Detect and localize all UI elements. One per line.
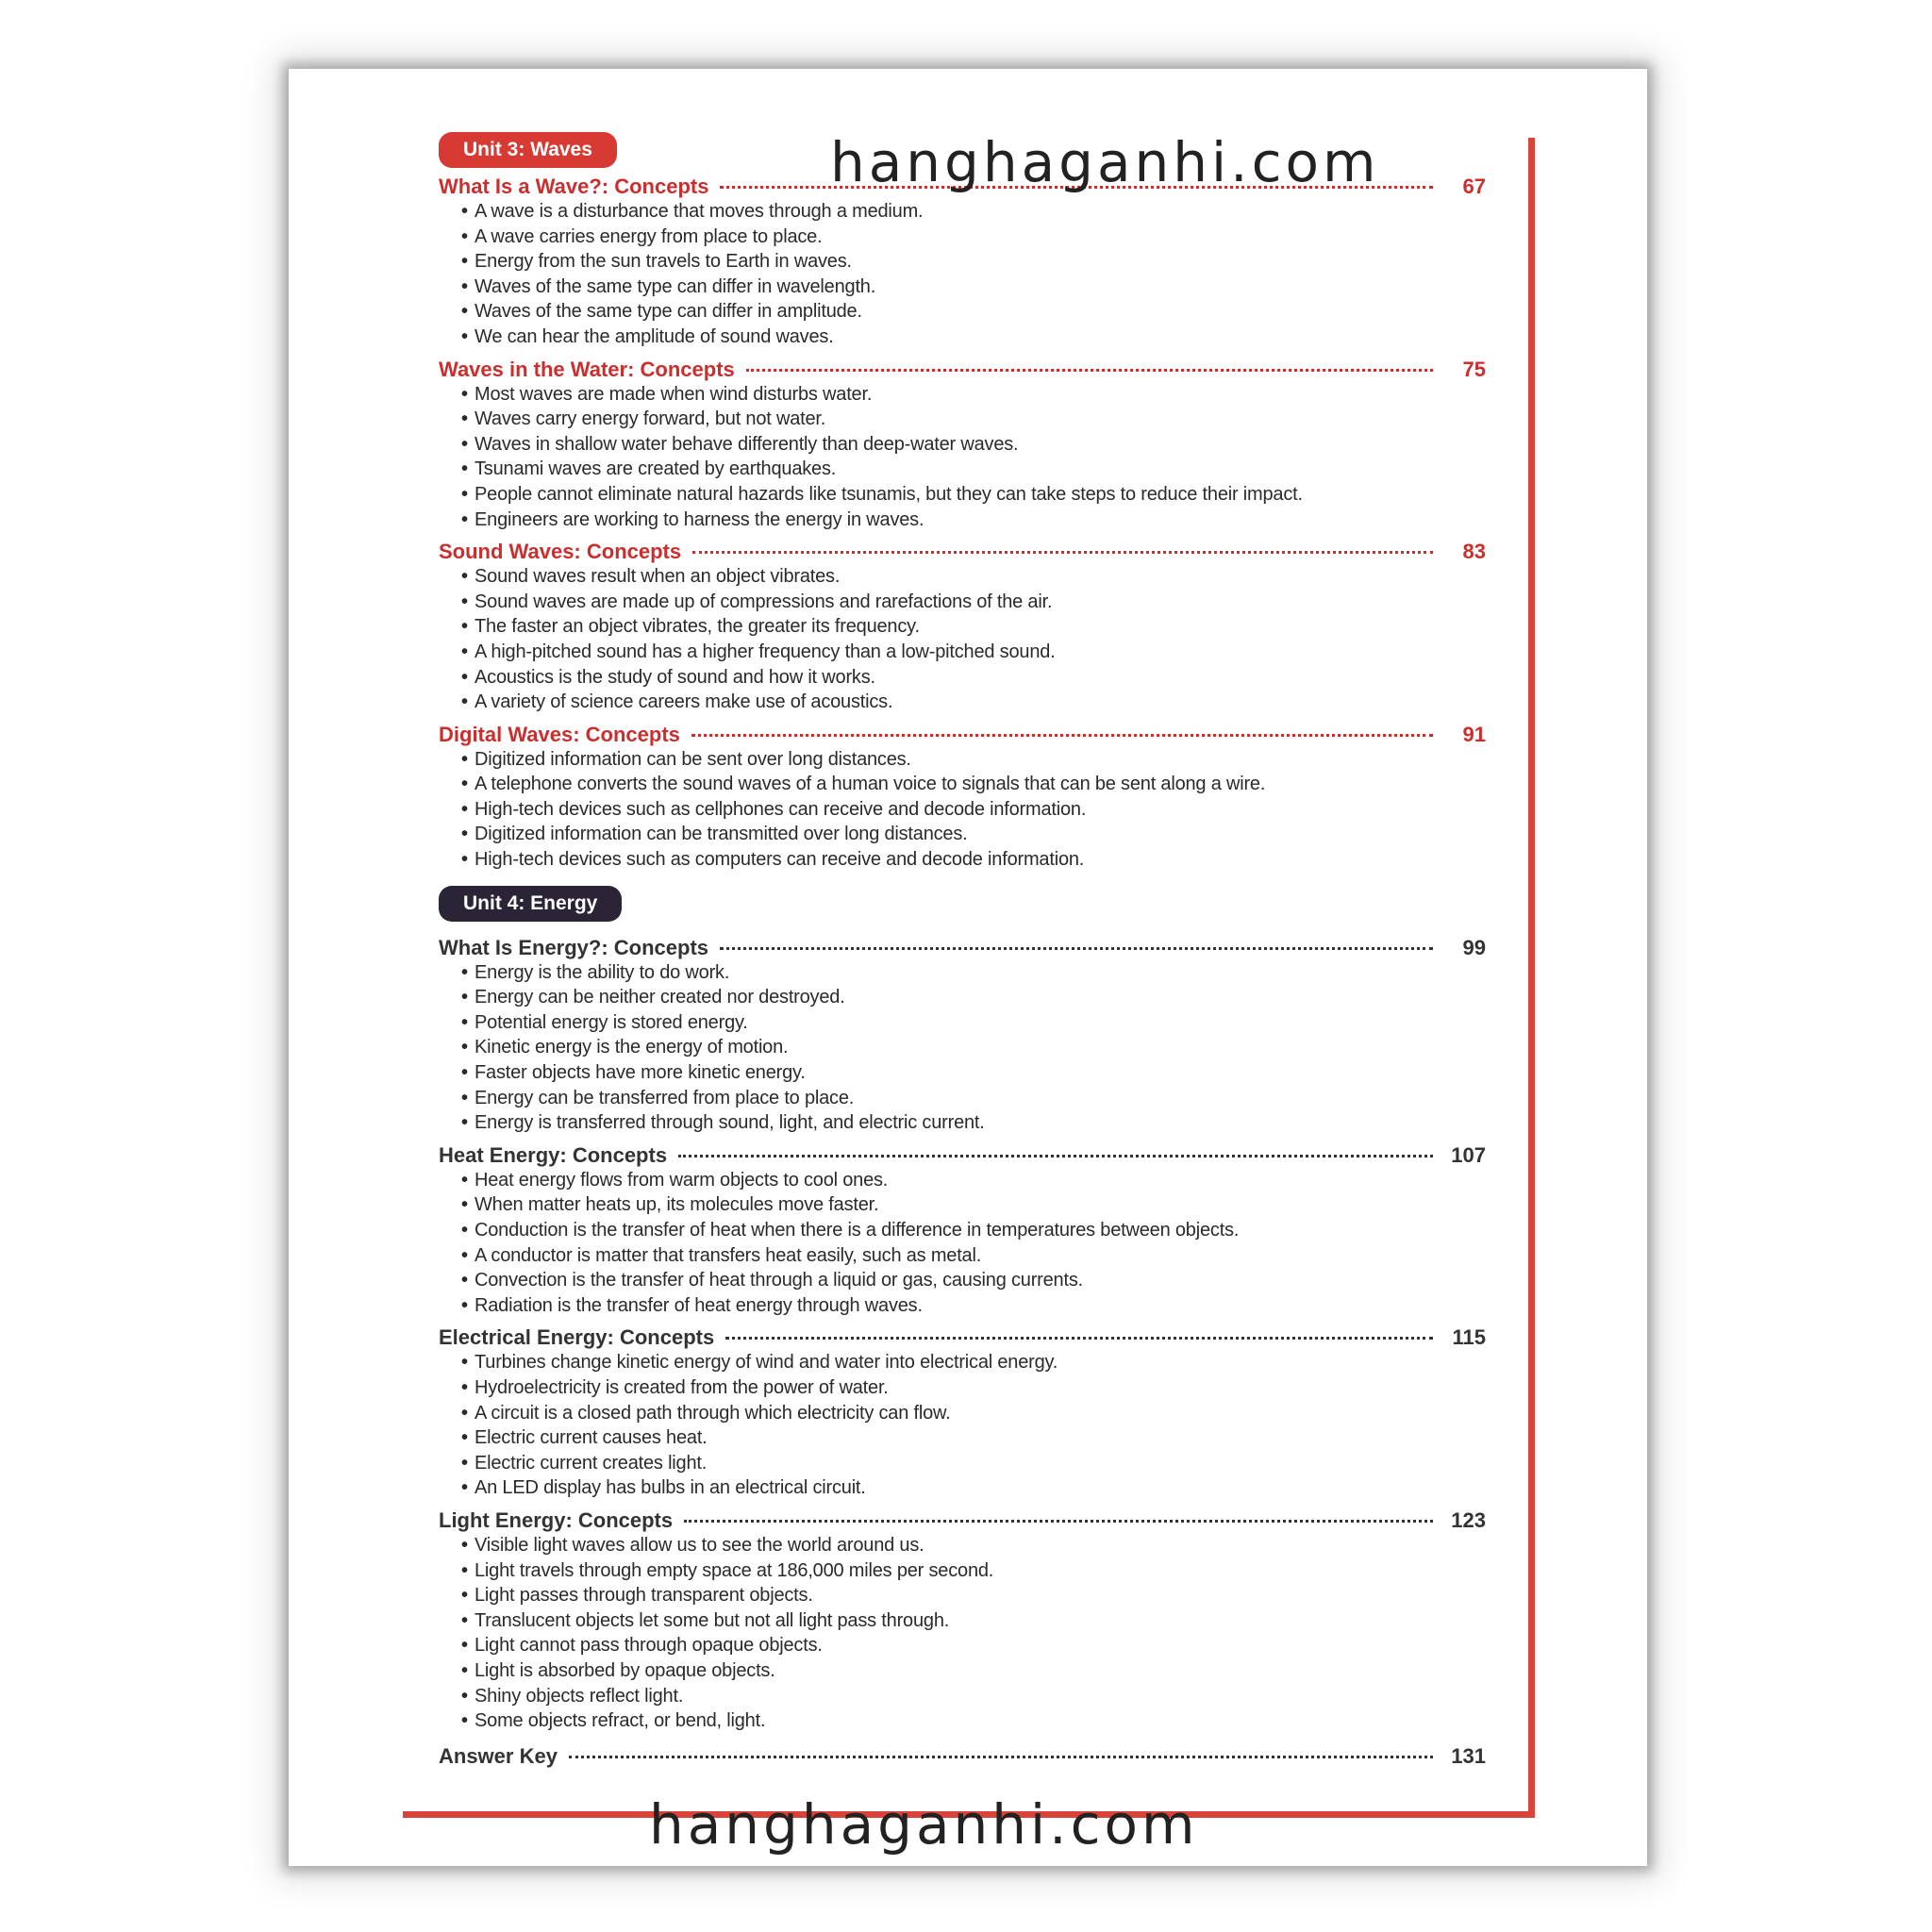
toc-entry	[439, 1507, 1486, 1734]
list-item: • Engineers are working to harness the energy in waves.	[461, 508, 1486, 533]
entry-title: Waves in the Water: Concepts	[439, 357, 735, 381]
list-item: • High-tech devices such as cellphones can receive and decode information.	[461, 797, 1486, 823]
list-item: • The faster an object vibrates, the greater its frequency.	[461, 614, 1486, 640]
page-number: 67	[1462, 175, 1486, 198]
entry-title: Digital Waves: Concepts	[439, 722, 680, 746]
dot-leader	[725, 1337, 1433, 1340]
list-item: • We can hear the amplitude of sound waves.	[461, 325, 1486, 350]
page-number: 75	[1462, 357, 1486, 381]
list-item: • Tsunami waves are created by earthquakes.	[461, 457, 1486, 482]
page-number: 131	[1451, 1743, 1486, 1768]
list-item: • Light travels through empty space at 186,000 miles per second.	[461, 1558, 1486, 1584]
list-item: • A high-pitched sound has a higher frequency than a low-pitched sound.	[461, 640, 1486, 665]
list-item: • Light passes through transparent objects.	[461, 1583, 1486, 1608]
dot-leader	[684, 1520, 1433, 1523]
entry-title: Light Energy: Concepts	[439, 1507, 674, 1532]
page-number: 99	[1462, 935, 1486, 959]
page-number: 123	[1451, 1507, 1486, 1532]
watermark-bottom: hanghaganhi.com	[649, 1792, 1199, 1857]
list-item: • Electric current causes heat.	[461, 1425, 1486, 1451]
list-item: • Kinetic energy is the energy of motion.	[461, 1035, 1486, 1060]
entry-title: What Is a Wave?: Concepts	[439, 175, 709, 198]
list-item: • Digitized information can be transmitted over long distances.	[461, 822, 1486, 847]
entry-title: What Is Energy?: Concepts	[439, 935, 709, 959]
dot-leader	[691, 734, 1433, 737]
list-item: • Energy is the ability to do work.	[461, 960, 1486, 986]
list-item: • Faster objects have more kinetic energy.	[461, 1060, 1486, 1086]
list-item: • Acoustics is the study of sound and how it works.	[461, 665, 1486, 691]
dot-leader	[720, 947, 1433, 950]
list-item: • Most waves are made when wind disturbs water.	[461, 382, 1486, 408]
list-item: • Hydroelectricity is created from the power of water.	[461, 1375, 1486, 1401]
toc-entry	[439, 357, 1486, 533]
list-item: • Turbines change kinetic energy of wind and water into electrical energy.	[461, 1350, 1486, 1375]
list-item: • A conductor is matter that transfers heat easily, such as metal.	[461, 1243, 1486, 1269]
toc-entry	[439, 1142, 1486, 1319]
dot-leader	[692, 551, 1433, 554]
page-number: 91	[1462, 722, 1486, 746]
entry-title: Heat Energy: Concepts	[439, 1142, 668, 1167]
list-item: • Heat energy flows from warm objects to cool ones.	[461, 1168, 1486, 1193]
list-item: • A telephone converts the sound waves of a human voice to signals that can be sent along a wire.	[461, 772, 1486, 797]
list-item: • Convection is the transfer of heat through a liquid or gas, causing currents.	[461, 1268, 1486, 1293]
entry-title: Answer Key	[439, 1743, 558, 1768]
page-number: 115	[1452, 1325, 1486, 1350]
list-item: • Light cannot pass through opaque objects.	[461, 1633, 1486, 1658]
list-item: • An LED display has bulbs in an electrical circuit.	[461, 1475, 1486, 1501]
list-item: • Radiation is the transfer of heat energy through waves.	[461, 1293, 1486, 1319]
entry-title: Sound Waves: Concepts	[439, 540, 682, 564]
list-item: • A wave carries energy from place to place.	[461, 225, 1486, 250]
list-item: • Waves of the same type can differ in wavelength.	[461, 275, 1486, 300]
list-item: • Visible light waves allow us to see the world around us.	[461, 1533, 1486, 1558]
toc-entry-answer-key	[439, 1743, 1486, 1769]
list-item: • A circuit is a closed path through which electricity can flow.	[461, 1401, 1486, 1426]
list-item: • Translucent objects let some but not all light pass through.	[461, 1608, 1486, 1634]
dot-leader	[678, 1155, 1433, 1158]
list-item: • Waves in shallow water behave differently than deep-water waves.	[461, 432, 1486, 458]
page-frame-right	[1528, 138, 1535, 1815]
unit-4-label: Unit 4: Energy	[439, 886, 622, 922]
list-item: • Energy can be neither created nor destroyed.	[461, 985, 1486, 1010]
toc-entry	[439, 1324, 1486, 1501]
unit-3-section	[439, 132, 1486, 873]
page-number: 83	[1462, 540, 1486, 564]
unit-4-section	[439, 886, 1486, 1769]
list-item: • A variety of science careers make use of acoustics.	[461, 690, 1486, 715]
toc-entry	[439, 174, 1486, 350]
list-item: • Digitized information can be sent over long distances.	[461, 747, 1486, 773]
list-item: • Light is absorbed by opaque objects.	[461, 1658, 1486, 1684]
unit-3-label: Unit 3: Waves	[439, 132, 617, 168]
toc-entry	[439, 935, 1486, 1136]
list-item: • Conduction is the transfer of heat when there is a difference in temperatures between objects.	[461, 1218, 1486, 1243]
table-of-contents	[439, 132, 1486, 1775]
list-item: • Electric current creates light.	[461, 1451, 1486, 1476]
entry-title: Electrical Energy: Concepts	[439, 1325, 715, 1350]
list-item: • Shiny objects reflect light.	[461, 1684, 1486, 1709]
list-item: • Energy can be transferred from place to place.	[461, 1086, 1486, 1111]
list-item: • Waves of the same type can differ in amplitude.	[461, 299, 1486, 325]
list-item: • Waves carry energy forward, but not water.	[461, 407, 1486, 432]
list-item: • High-tech devices such as computers can receive and decode information.	[461, 847, 1486, 873]
list-item: • Energy from the sun travels to Earth in waves.	[461, 249, 1486, 275]
toc-entry	[439, 539, 1486, 715]
list-item: • A wave is a disturbance that moves through a medium.	[461, 199, 1486, 225]
list-item: • People cannot eliminate natural hazards like tsunamis, but they can take steps to reduce their impact.	[461, 482, 1486, 508]
dot-leader	[569, 1756, 1433, 1758]
list-item: • Sound waves result when an object vibrates.	[461, 564, 1486, 590]
list-item: • Energy is transferred through sound, light, and electric current.	[461, 1110, 1486, 1136]
watermark-top: hanghaganhi.com	[830, 130, 1380, 194]
list-item: • Potential energy is stored energy.	[461, 1010, 1486, 1036]
list-item: • Some objects refract, or bend, light.	[461, 1708, 1486, 1734]
page-number: 107	[1451, 1142, 1486, 1167]
toc-entry	[439, 722, 1486, 873]
dot-leader	[746, 369, 1433, 372]
list-item: • Sound waves are made up of compressions and rarefactions of the air.	[461, 590, 1486, 615]
list-item: • When matter heats up, its molecules move faster.	[461, 1192, 1486, 1218]
